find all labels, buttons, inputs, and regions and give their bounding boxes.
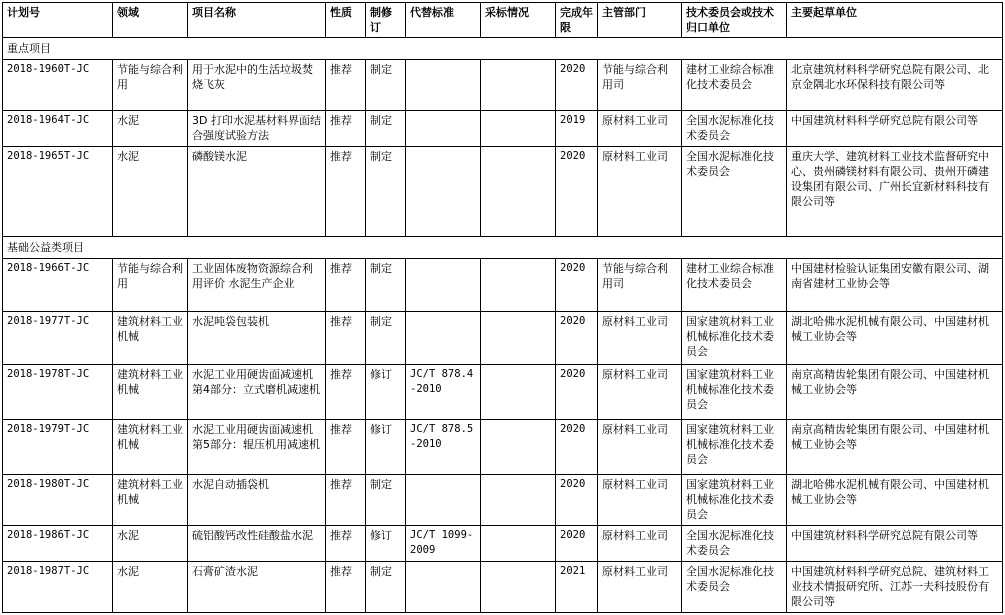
cell-deadline: 2019 (556, 111, 598, 147)
cell-revision-type: 制定 (366, 147, 406, 237)
cell-committee: 国家建筑材料工业机械标准化技术委员会 (682, 365, 787, 420)
cell-field: 水泥 (113, 111, 188, 147)
cell-adoption (481, 60, 556, 111)
cell-department: 原材料工业司 (598, 475, 682, 526)
cell-adoption (481, 365, 556, 420)
cell-revision-type: 修订 (366, 420, 406, 475)
cell-project-name: 3D 打印水泥基材料界面结合强度试验方法 (188, 111, 326, 147)
cell-adoption (481, 259, 556, 312)
cell-revision-type: 修订 (366, 526, 406, 562)
cell-replaced-standard: JC/T 1099-2009 (406, 526, 481, 562)
cell-drafting-units: 中国建筑材料科学研究总院有限公司等 (787, 111, 1003, 147)
cell-department: 节能与综合利用司 (598, 259, 682, 312)
cell-plan-number: 2018-1965T-JC (3, 147, 113, 237)
cell-committee: 全国水泥标准化技术委员会 (682, 526, 787, 562)
cell-revision-type: 制定 (366, 259, 406, 312)
cell-project-name: 硫铝酸钙改性硅酸盐水泥 (188, 526, 326, 562)
cell-department: 原材料工业司 (598, 111, 682, 147)
cell-field: 建筑材料工业机械 (113, 365, 188, 420)
cell-revision-type: 制定 (366, 312, 406, 365)
cell-replaced-standard (406, 475, 481, 526)
cell-drafting-units: 重庆大学、建筑材料工业技术监督研究中心、贵州磷镁材料有限公司、贵州开磷建设集团有限公司、广州长宜新材料科技有限公司等 (787, 147, 1003, 237)
cell-project-name: 水泥工业用硬齿面减速机 第5部分：辊压机用减速机 (188, 420, 326, 475)
cell-department: 原材料工业司 (598, 365, 682, 420)
header-field: 领域 (113, 3, 188, 38)
cell-nature: 推荐 (326, 259, 366, 312)
cell-drafting-units: 北京建筑材料科学研究总院有限公司、北京金隅北水环保科技有限公司等 (787, 60, 1003, 111)
cell-field: 建筑材料工业机械 (113, 475, 188, 526)
cell-adoption (481, 561, 556, 612)
cell-department: 原材料工业司 (598, 312, 682, 365)
cell-replaced-standard (406, 561, 481, 612)
table-row (3, 60, 1003, 111)
cell-project-name: 水泥吨袋包装机 (188, 312, 326, 365)
header-nature: 性质 (326, 3, 366, 38)
cell-nature: 推荐 (326, 561, 366, 612)
cell-plan-number: 2018-1986T-JC (3, 526, 113, 562)
cell-department: 原材料工业司 (598, 147, 682, 237)
table-row (3, 561, 1003, 612)
cell-drafting-units: 中国建材检验认证集团安徽有限公司、湖南省建材工业协会等 (787, 259, 1003, 312)
table-row (3, 259, 1003, 312)
cell-drafting-units: 南京高精齿轮集团有限公司、中国建材机械工业协会等 (787, 365, 1003, 420)
cell-drafting-units: 湖北哈佛水泥机械有限公司、中国建材机械工业协会等 (787, 312, 1003, 365)
cell-plan-number: 2018-1987T-JC (3, 561, 113, 612)
header-plan-number: 计划号 (3, 3, 113, 38)
cell-field: 水泥 (113, 561, 188, 612)
cell-deadline: 2020 (556, 312, 598, 365)
cell-replaced-standard: JC/T 878.4-2010 (406, 365, 481, 420)
table-row (3, 312, 1003, 365)
cell-revision-type: 制定 (366, 561, 406, 612)
cell-project-name: 工业固体废物资源综合利用评价 水泥生产企业 (188, 259, 326, 312)
cell-department: 节能与综合利用司 (598, 60, 682, 111)
header-deadline: 完成年限 (556, 3, 598, 38)
cell-department: 原材料工业司 (598, 526, 682, 562)
cell-nature: 推荐 (326, 111, 366, 147)
cell-replaced-standard (406, 147, 481, 237)
cell-project-name: 石膏矿渣水泥 (188, 561, 326, 612)
section-row (3, 38, 1003, 60)
table-row (3, 111, 1003, 147)
cell-deadline: 2020 (556, 365, 598, 420)
cell-nature: 推荐 (326, 420, 366, 475)
header-row (3, 3, 1003, 38)
section-title: 基础公益类项目 (3, 236, 1003, 258)
cell-replaced-standard: JC/T 878.5-2010 (406, 420, 481, 475)
table-row (3, 475, 1003, 526)
cell-replaced-standard (406, 259, 481, 312)
standards-plan-table (2, 2, 1003, 613)
cell-adoption (481, 312, 556, 365)
cell-committee: 建材工业综合标准化技术委员会 (682, 60, 787, 111)
cell-nature: 推荐 (326, 312, 366, 365)
cell-deadline: 2021 (556, 561, 598, 612)
header-department: 主管部门 (598, 3, 682, 38)
cell-plan-number: 2018-1979T-JC (3, 420, 113, 475)
cell-drafting-units: 中国建筑材料科学研究总院、建筑材料工业技术情报研究所、江苏一夫科技股份有限公司等 (787, 561, 1003, 612)
cell-plan-number: 2018-1966T-JC (3, 259, 113, 312)
section-row (3, 236, 1003, 258)
cell-drafting-units: 南京高精齿轮集团有限公司、中国建材机械工业协会等 (787, 420, 1003, 475)
cell-project-name: 用于水泥中的生活垃圾焚烧飞灰 (188, 60, 326, 111)
cell-committee: 建材工业综合标准化技术委员会 (682, 259, 787, 312)
cell-revision-type: 制定 (366, 111, 406, 147)
cell-nature: 推荐 (326, 475, 366, 526)
cell-deadline: 2020 (556, 60, 598, 111)
cell-revision-type: 修订 (366, 365, 406, 420)
header-project-name: 项目名称 (188, 3, 326, 38)
cell-plan-number: 2018-1964T-JC (3, 111, 113, 147)
cell-deadline: 2020 (556, 259, 598, 312)
cell-adoption (481, 526, 556, 562)
cell-committee: 国家建筑材料工业机械标准化技术委员会 (682, 475, 787, 526)
cell-department: 原材料工业司 (598, 420, 682, 475)
cell-nature: 推荐 (326, 365, 366, 420)
cell-field: 建筑材料工业机械 (113, 420, 188, 475)
header-replaced-standard: 代替标准 (406, 3, 481, 38)
cell-nature: 推荐 (326, 147, 366, 237)
cell-adoption (481, 147, 556, 237)
cell-adoption (481, 420, 556, 475)
cell-deadline: 2020 (556, 475, 598, 526)
cell-drafting-units: 中国建筑材料科学研究总院有限公司等 (787, 526, 1003, 562)
header-adoption: 采标情况 (481, 3, 556, 38)
cell-committee: 全国水泥标准化技术委员会 (682, 147, 787, 237)
cell-adoption (481, 475, 556, 526)
header-drafting-units: 主要起草单位 (787, 3, 1003, 38)
cell-field: 水泥 (113, 147, 188, 237)
table-row (3, 147, 1003, 237)
cell-project-name: 水泥工业用硬齿面减速机 第4部分：立式磨机减速机 (188, 365, 326, 420)
cell-committee: 国家建筑材料工业机械标准化技术委员会 (682, 420, 787, 475)
cell-revision-type: 制定 (366, 60, 406, 111)
cell-committee: 全国水泥标准化技术委员会 (682, 111, 787, 147)
cell-plan-number: 2018-1978T-JC (3, 365, 113, 420)
cell-nature: 推荐 (326, 60, 366, 111)
cell-drafting-units: 湖北哈佛水泥机械有限公司、中国建材机械工业协会等 (787, 475, 1003, 526)
cell-committee: 国家建筑材料工业机械标准化技术委员会 (682, 312, 787, 365)
cell-committee: 全国水泥标准化技术委员会 (682, 561, 787, 612)
cell-field: 水泥 (113, 526, 188, 562)
cell-deadline: 2020 (556, 420, 598, 475)
cell-field: 节能与综合利用 (113, 259, 188, 312)
header-revision-type: 制修订 (366, 3, 406, 38)
cell-plan-number: 2018-1977T-JC (3, 312, 113, 365)
cell-field: 建筑材料工业机械 (113, 312, 188, 365)
cell-project-name: 水泥自动插袋机 (188, 475, 326, 526)
cell-plan-number: 2018-1960T-JC (3, 60, 113, 111)
cell-replaced-standard (406, 312, 481, 365)
table-row (3, 526, 1003, 562)
cell-project-name: 磷酸镁水泥 (188, 147, 326, 237)
section-title: 重点项目 (3, 38, 1003, 60)
cell-nature: 推荐 (326, 526, 366, 562)
cell-revision-type: 制定 (366, 475, 406, 526)
cell-deadline: 2020 (556, 526, 598, 562)
cell-replaced-standard (406, 60, 481, 111)
cell-department: 原材料工业司 (598, 561, 682, 612)
cell-replaced-standard (406, 111, 481, 147)
header-committee: 技术委员会或技术归口单位 (682, 3, 787, 38)
cell-adoption (481, 111, 556, 147)
cell-field: 节能与综合利用 (113, 60, 188, 111)
table-row (3, 420, 1003, 475)
cell-deadline: 2020 (556, 147, 598, 237)
cell-plan-number: 2018-1980T-JC (3, 475, 113, 526)
table-row (3, 365, 1003, 420)
